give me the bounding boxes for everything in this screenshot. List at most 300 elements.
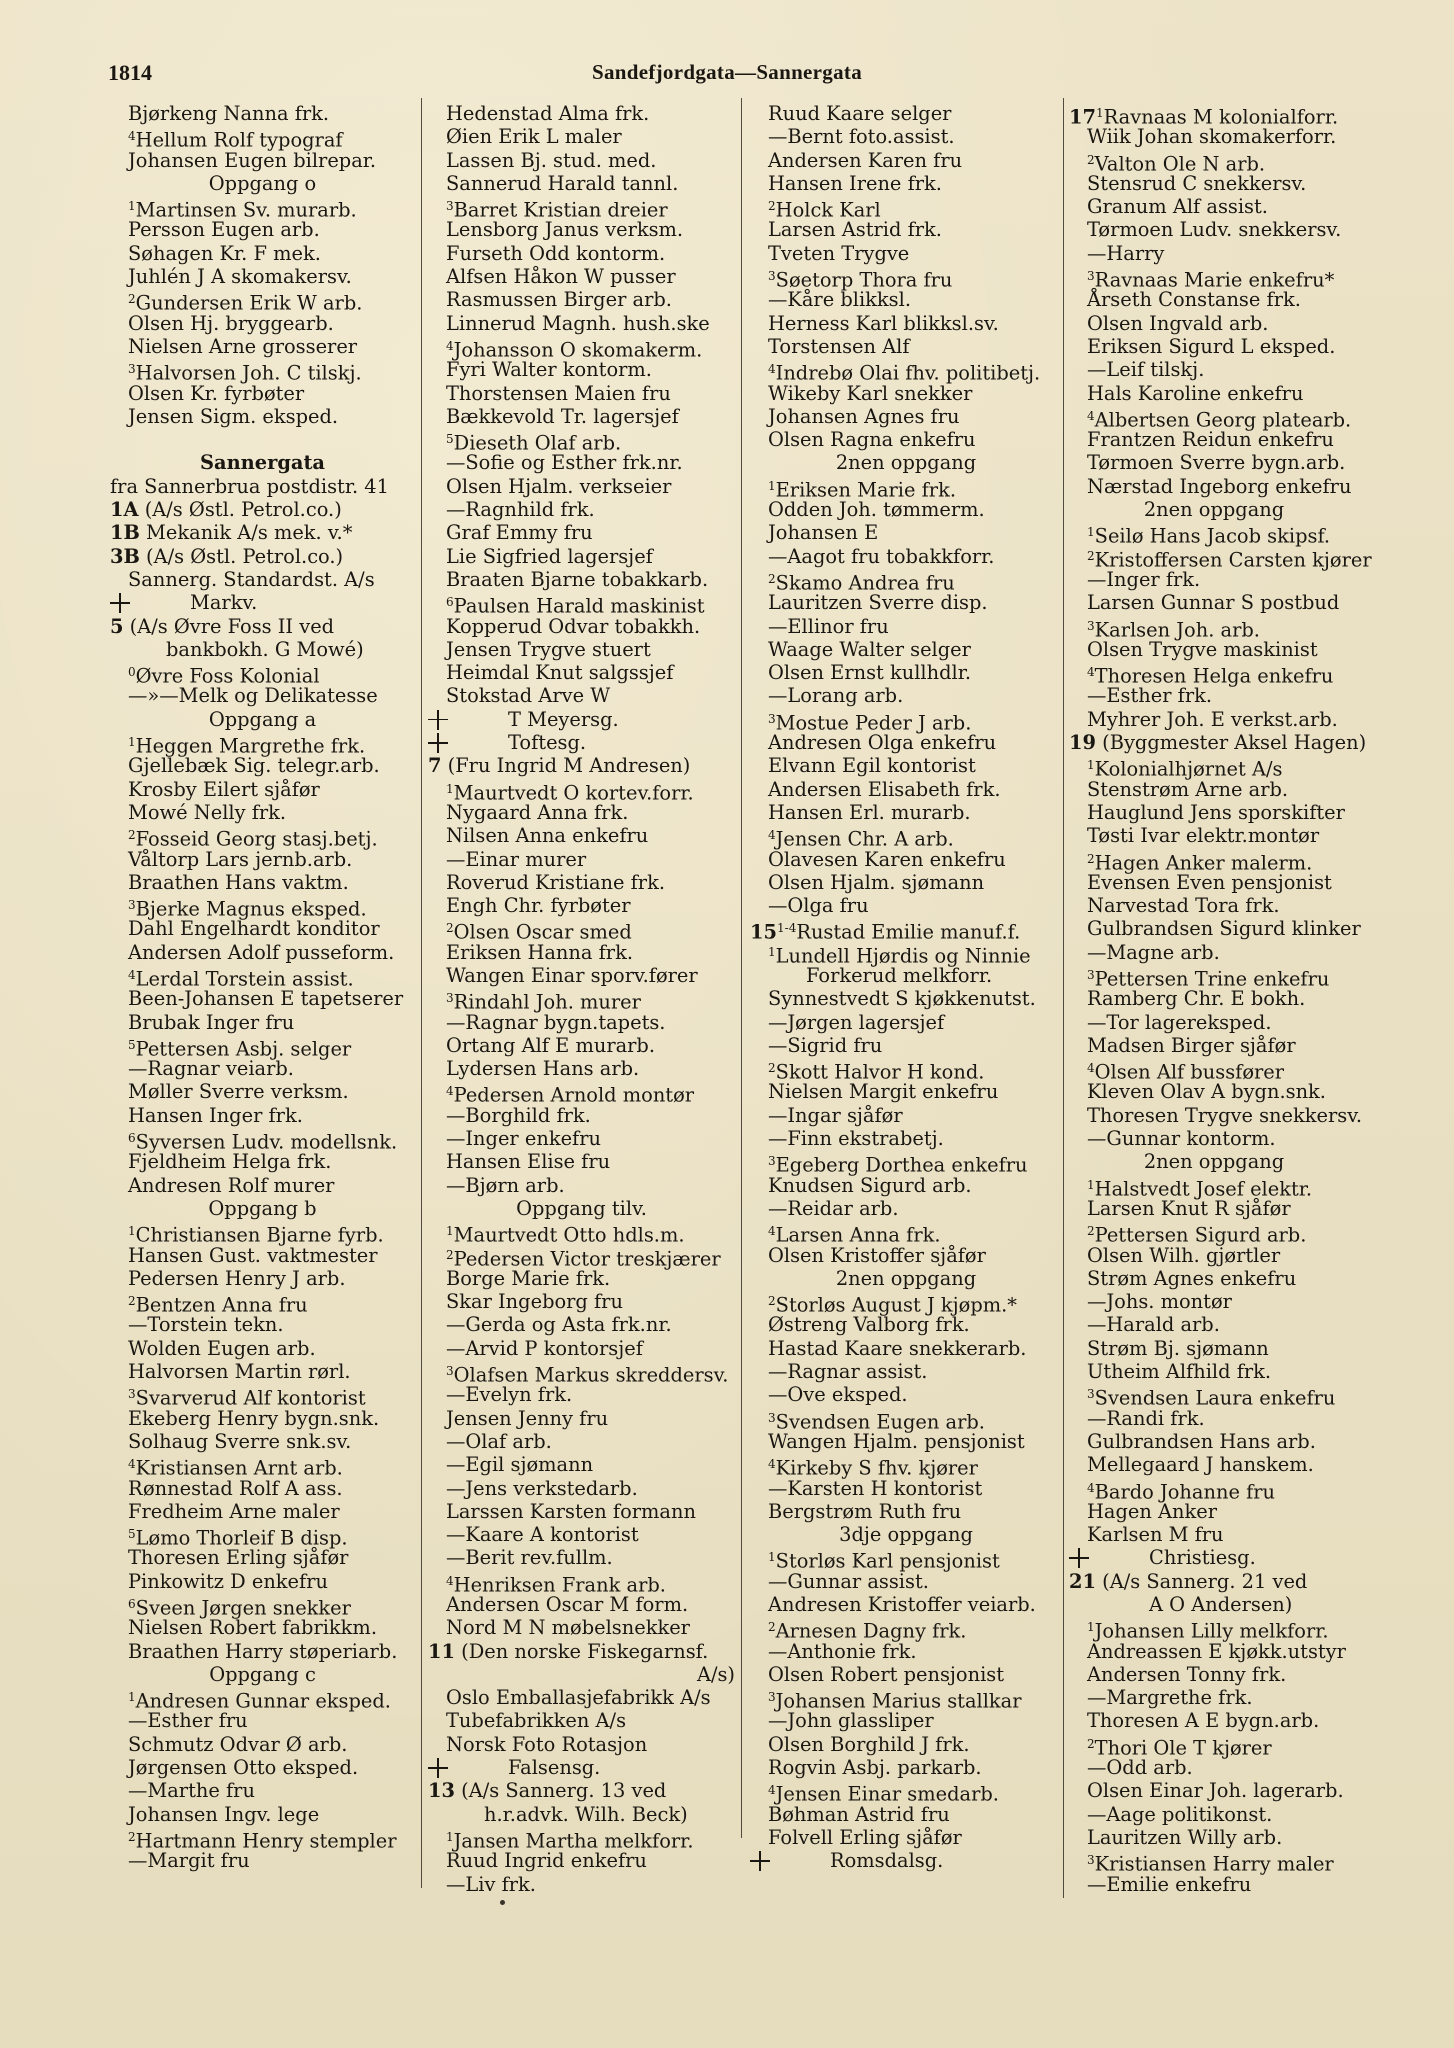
entry-text: —Ingar sjåfør (768, 1103, 903, 1127)
resident-entry (1069, 778, 1359, 801)
entry-text: —Leif tilskj. (1087, 358, 1205, 382)
resident-entry (750, 1011, 1062, 1034)
floor-number: 1 (446, 1829, 454, 1844)
entry-text: Bækkevold Tr. lagersjef (446, 404, 679, 428)
entry-text: Krosby Eilert sjåfør (128, 777, 320, 801)
floor-number: 4 (1087, 1480, 1095, 1495)
entry-text: Hals Karoline enkefru (1087, 381, 1304, 405)
entry-text: Tveten Trygve (768, 241, 910, 265)
entry-text: —Bjørn arb. (446, 1173, 565, 1197)
entry-text: Utheim Alfhild frk. (1087, 1360, 1272, 1384)
floor-number: 3 (768, 1690, 776, 1705)
resident-entry (428, 1546, 735, 1569)
resident-entry (1069, 754, 1359, 781)
entry-text: Engh Chr. fyrbøter (446, 894, 631, 918)
resident-entry (110, 1174, 415, 1197)
floor-number: 2 (1087, 1224, 1095, 1239)
floor-number: 4 (768, 1783, 776, 1798)
entry-text: —Ragnar veiarb. (128, 1057, 294, 1081)
resident-entry (1069, 1756, 1359, 1779)
resident-entry (428, 1733, 735, 1756)
entry-text: Ortang Alf E murarb. (446, 1033, 655, 1057)
entry-text: —Ragnhild frk. (446, 498, 595, 522)
house-number-entry (428, 1779, 735, 1802)
resident-entry (110, 1523, 415, 1550)
floor-number: 2 (446, 921, 454, 936)
resident-entry (750, 801, 1062, 824)
entry-text: —Emilie enkefru (1087, 1872, 1252, 1896)
resident-entry (1069, 265, 1359, 292)
resident-entry (1069, 405, 1359, 432)
entry-text: Johansen Lilly melkforr. (1094, 1619, 1329, 1643)
resident-entry (110, 638, 415, 661)
entry-text: —Arvid P kontorsjef (446, 1336, 643, 1360)
entry-text: Hastad Kaare snekkerarb. (768, 1336, 1027, 1360)
entry-text: Thoresen A E bygn.arb. (1087, 1709, 1320, 1733)
entry-text: Svendsen Laura enkefru (1094, 1386, 1336, 1410)
cross-street-icon (428, 742, 448, 744)
entry-text: —Anthonie frk. (768, 1639, 917, 1663)
stairway-heading (110, 1197, 415, 1220)
entry-text: Kristoffersen Carsten kjører (1094, 548, 1372, 572)
resident-entry (750, 218, 1062, 241)
entry-text: Larsen Astrid frk. (768, 218, 942, 242)
column-4 (1069, 102, 1372, 1896)
entry-text: —Olaf arb. (446, 1429, 552, 1453)
resident-entry (428, 684, 735, 707)
floor-number: 1 (1087, 758, 1095, 773)
floor-number: 2 (128, 1294, 136, 1309)
resident-entry (1069, 1803, 1359, 1826)
resident-entry (1069, 1337, 1359, 1360)
entry-text: Larsen Anna frk. (775, 1223, 941, 1247)
resident-entry (110, 475, 415, 498)
resident-entry (110, 1593, 415, 1620)
entry-text: Olsen Hj. bryggearb. (128, 311, 334, 335)
entry-text: Forkerud melkforr. (806, 963, 993, 987)
entry-text: —Finn ekstrabetj. (768, 1127, 944, 1151)
entry-text: Hansen Elise fru (446, 1150, 611, 1174)
resident-entry (110, 1337, 415, 1360)
cross-street-icon (428, 1767, 448, 1769)
resident-entry (1069, 475, 1359, 498)
house-number: 19 (1069, 731, 1096, 755)
entry-text: Hagen Anker malerm. (1094, 851, 1313, 875)
column-3 (750, 102, 1062, 1873)
entry-text: Olsen Oscar smed (453, 921, 632, 944)
resident-entry (428, 1477, 735, 1500)
entry-text: Hauglund Jens sporskifter (1087, 800, 1345, 824)
entry-text: Thori Ole T kjører (1094, 1736, 1272, 1760)
resident-entry (1069, 312, 1359, 335)
floor-number: 4 (128, 1457, 136, 1472)
resident-entry (1069, 1500, 1359, 1523)
house-number: 3B (110, 544, 140, 568)
print-speck (500, 1900, 505, 1905)
entry-text: Gulbrandsen Sigurd klinker (1087, 917, 1361, 941)
entry-text: Heggen Margrethe frk. (135, 734, 366, 758)
resident-entry (750, 1779, 1062, 1806)
stairway-heading (750, 1267, 1062, 1290)
entry-text: (Den norske Fiskegarnsf. (454, 1639, 709, 1663)
resident-entry (750, 1803, 1062, 1826)
entry-text: Oppgang tilv. (516, 1196, 647, 1220)
entry-text: Rindahl Joh. murer (453, 990, 641, 1014)
entry-text: —Tor lagereksped. (1087, 1010, 1272, 1034)
entry-text: Øvre Foss Kolonial (135, 664, 320, 688)
resident-entry (1069, 801, 1359, 824)
resident-entry (1069, 1127, 1359, 1150)
entry-text: —Liv frk. (446, 1872, 536, 1896)
entry-text: Pettersen Sigurd arb. (1094, 1223, 1307, 1247)
resident-entry (750, 1663, 1062, 1686)
entry-text: —Torstein tekn. (128, 1313, 284, 1337)
entry-text: Barret Kristian dreier (453, 198, 668, 222)
resident-entry (110, 1756, 415, 1779)
entry-text: Svarverud Alf kontorist (135, 1386, 366, 1410)
resident-entry (110, 1290, 415, 1317)
resident-entry (1069, 1873, 1359, 1896)
resident-entry (110, 149, 415, 172)
entry-text: Strøm Agnes enkefru (1087, 1266, 1297, 1290)
resident-entry (1069, 195, 1359, 218)
resident-entry (750, 1080, 1062, 1103)
entry-text: Karlsen M fru (1087, 1523, 1224, 1547)
resident-entry (428, 894, 735, 917)
resident-entry (1069, 894, 1359, 917)
resident-entry (428, 848, 735, 871)
resident-entry (110, 1430, 415, 1453)
floor-number: 2 (1087, 152, 1095, 167)
resident-entry (428, 1360, 735, 1387)
entry-text: Sveen Jørgen snekker (135, 1596, 351, 1620)
entry-text: Årseth Constanse frk. (1087, 288, 1301, 312)
resident-entry (750, 638, 1062, 661)
floor-number: 1 (1095, 106, 1104, 120)
resident-entry (1069, 1034, 1359, 1057)
entry-text: Frantzen Reidun enkefru (1087, 428, 1334, 452)
entry-text: Christiansen Bjarne fyrb. (135, 1223, 384, 1247)
resident-entry (428, 382, 735, 405)
resident-entry (110, 1570, 415, 1593)
resident-entry (1069, 149, 1359, 176)
resident-entry (1069, 1290, 1359, 1313)
entry-text: Egeberg Dorthea enkefru (775, 1153, 1028, 1177)
resident-entry (1069, 1733, 1359, 1760)
entry-text: Johansen E (768, 521, 879, 545)
resident-entry (750, 1383, 1062, 1406)
entry-text: Nielsen Robert fabrikkm. (128, 1616, 377, 1640)
resident-entry (1069, 125, 1359, 148)
resident-entry (1069, 1663, 1359, 1686)
floor-number: 2 (446, 1247, 454, 1262)
entry-text: —Ove eksped. (768, 1383, 908, 1407)
entry-text: Halstvedt Josef elektr. (1094, 1177, 1313, 1201)
resident-entry (750, 848, 1062, 871)
entry-text: Graf Emmy fru (446, 521, 593, 545)
resident-entry (428, 1616, 735, 1639)
resident-entry (110, 335, 415, 358)
entry-text: Oppgang o (208, 171, 317, 195)
entry-text: (A/s Øvre Foss II ved (123, 614, 335, 638)
resident-entry (750, 1756, 1062, 1779)
entry-text: Dieseth Olaf arb. (453, 431, 622, 455)
floor-number: 1 (768, 944, 776, 959)
entry-text: Jensen Einar smedarb. (775, 1782, 999, 1806)
entry-text: Norsk Foto Rotasjon (446, 1732, 648, 1756)
resident-entry (110, 1686, 415, 1713)
resident-entry (110, 778, 415, 801)
entry-text: A/s) (696, 1662, 735, 1686)
resident-entry (428, 917, 735, 944)
entry-text: Stokstad Arve W (446, 684, 611, 708)
entry-text: Jansen Martha melkforr. (453, 1829, 694, 1853)
stairway-heading (110, 708, 415, 731)
entry-text: Evensen Even pensjonist (1087, 870, 1332, 894)
entry-text: Stenstrøm Arne arb. (1087, 777, 1289, 801)
resident-entry (110, 125, 415, 152)
entry-text: Sannergata (200, 451, 325, 475)
resident-entry (110, 568, 415, 591)
resident-entry (110, 1127, 415, 1154)
entry-text: Falsensg. (508, 1756, 601, 1780)
resident-entry (428, 451, 735, 474)
resident-entry (750, 1733, 1062, 1756)
resident-entry (750, 1150, 1062, 1177)
page-number: 1814 (108, 60, 152, 85)
floor-number: 3 (1087, 1853, 1095, 1868)
entry-text: Sannerg. Standardst. A/s (128, 567, 375, 591)
cross-street-icon (1069, 1557, 1089, 1559)
entry-text: Bøhman Astrid fru (768, 1802, 950, 1826)
resident-entry (1069, 1313, 1359, 1336)
entry-text: Lauritzen Sverre disp. (768, 591, 988, 615)
entry-text: Johansen Agnes fru (768, 404, 960, 428)
resident-entry (428, 125, 735, 148)
entry-text: (Byggmester Aksel Hagen) (1095, 731, 1367, 755)
resident-entry (428, 195, 735, 222)
floor-number: 3 (1087, 967, 1095, 982)
floor-number: 1 (128, 1224, 136, 1239)
entry-text: Rasmussen Birger arb. (446, 288, 672, 312)
resident-entry (428, 149, 735, 172)
entry-text: Ekeberg Henry bygn.snk. (128, 1406, 380, 1430)
entry-text: Olsen Ernst kullhdlr. (768, 661, 972, 685)
floor-number: 6 (128, 1131, 136, 1146)
resident-entry (110, 1383, 415, 1410)
entry-text: Larssen Karsten formann (446, 1499, 696, 1523)
resident-entry (110, 987, 415, 1010)
entry-text: —Aagot fru tobakkforr. (768, 544, 995, 568)
resident-entry (428, 1150, 735, 1173)
entry-text: Kristiansen Harry maler (1094, 1852, 1334, 1876)
resident-entry (428, 242, 735, 265)
resident-entry (750, 405, 1062, 428)
entry-text: Søhagen Kr. F mek. (128, 241, 321, 265)
cross-street-line (1069, 1546, 1359, 1569)
entry-text: Wangen Einar sporv.fører (446, 963, 698, 987)
floor-number: 4 (1087, 1061, 1095, 1076)
entry-text: —John glassliper (768, 1709, 934, 1733)
cross-street-line (110, 591, 415, 614)
entry-text: Linnerud Magnh. hush.ske (446, 311, 710, 335)
floor-number: 1 (446, 1224, 454, 1239)
resident-entry (428, 824, 735, 847)
floor-number: 2 (1087, 851, 1095, 866)
floor-number: 3 (446, 199, 454, 214)
resident-entry (428, 1407, 735, 1430)
resident-entry (750, 1290, 1062, 1317)
entry-text: Andersen Adolf pusseform. (128, 940, 395, 964)
entry-text: Nielsen Margit enkefru (768, 1080, 999, 1104)
resident-entry (750, 1337, 1062, 1360)
entry-text: —Lorang arb. (768, 684, 904, 708)
resident-entry (1069, 964, 1359, 991)
entry-text: Wikeby Karl snekker (768, 381, 973, 405)
resident-entry (750, 1500, 1062, 1523)
house-number-entry (1069, 102, 1359, 129)
entry-text: Bardo Johanne fru (1094, 1480, 1276, 1504)
house-number-entry (110, 498, 415, 521)
floor-number: 2 (768, 1061, 776, 1076)
entry-text: Johansson O skomakerm. (453, 338, 703, 362)
entry-text: Nærstad Ingeborg enkefru (1087, 474, 1352, 498)
entry-text: Våltorp Lars jernb.arb. (128, 847, 353, 871)
entry-text: Nielsen Arne grosserer (128, 334, 358, 358)
resident-entry (1069, 708, 1359, 731)
entry-text: —Borghild frk. (446, 1103, 591, 1127)
house-number-entry (428, 754, 735, 777)
resident-entry (750, 149, 1062, 172)
resident-entry (1069, 917, 1359, 940)
entry-text: Thoresen Helga enkefru (1094, 664, 1334, 688)
entry-text: —Gunnar kontorm. (1087, 1127, 1276, 1151)
floor-number: 1 (768, 1550, 776, 1565)
entry-text: Skott Halvor H kond. (775, 1060, 985, 1084)
entry-text: Olsen Kristoffer sjåfør (768, 1243, 986, 1267)
entry-text: Sannerud Harald tannl. (446, 171, 679, 195)
resident-entry (110, 1616, 415, 1639)
resident-entry (110, 1826, 415, 1853)
entry-text: Synnestvedt S kjøkkenutst. (768, 987, 1036, 1011)
resident-entry (428, 288, 735, 311)
resident-entry (428, 1570, 735, 1597)
resident-entry (750, 1640, 1062, 1663)
entry-text: Knudsen Sigurd arb. (768, 1173, 972, 1197)
floor-number: 3 (768, 711, 776, 726)
entry-text: Albertsen Georg platearb. (1094, 408, 1352, 432)
resident-entry (428, 1080, 735, 1108)
resident-entry (1069, 1174, 1359, 1201)
entry-text: Valton Ole N arb. (1094, 152, 1266, 176)
entry-text: Kirkeby S fhv. kjører (775, 1456, 978, 1480)
entry-text: Strøm Bj. sjømann (1087, 1336, 1269, 1360)
entry-text: Juhlén J A skomakersv. (128, 265, 352, 289)
resident-entry (1069, 1383, 1359, 1410)
resident-entry (750, 475, 1062, 502)
resident-entry (428, 1430, 735, 1453)
resident-entry (428, 1803, 735, 1826)
resident-entry (110, 242, 415, 265)
resident-entry (110, 1477, 415, 1500)
resident-entry (110, 1011, 415, 1034)
entry-text: Dahl Engelhardt konditor (128, 917, 380, 941)
street-heading (110, 451, 415, 474)
resident-entry (1069, 1080, 1359, 1103)
entry-text: Johansen Ingv. lege (128, 1802, 320, 1826)
floor-number: 3 (128, 898, 136, 913)
entry-text: Odden Joh. tømmerm. (768, 498, 985, 522)
resident-entry (428, 1500, 735, 1523)
resident-entry (110, 964, 415, 991)
resident-entry (1069, 1523, 1359, 1546)
resident-entry (110, 288, 415, 315)
entry-text: Jørgensen Otto eksped. (128, 1756, 359, 1780)
resident-entry (428, 1453, 735, 1476)
cross-street-line (428, 708, 735, 731)
floor-number: 1 (128, 735, 136, 750)
entry-text: Bjørkeng Nanna frk. (128, 102, 330, 125)
entry-text: Johansen Marius stallkar (775, 1689, 1022, 1713)
resident-entry (428, 964, 735, 987)
resident-entry (110, 265, 415, 288)
entry-text: Lundell Hjørdis og Ninnie (775, 944, 1031, 968)
floor-number: 3 (1087, 269, 1095, 284)
entry-text: —Reidar arb. (768, 1196, 899, 1220)
entry-text: Henriksen Frank arb. (453, 1573, 666, 1597)
entry-text: Myhrer Joh. E verkst.arb. (1087, 707, 1338, 731)
entry-text: —Kåre blikksl. (768, 288, 911, 312)
entry-text: —Margrethe frk. (1087, 1686, 1253, 1710)
entry-text: Kristiansen Arnt arb. (135, 1456, 343, 1480)
floor-number: 1-4 (776, 921, 797, 936)
resident-entry (428, 1523, 735, 1546)
entry-text: 2nen oppgang (835, 1266, 977, 1290)
resident-entry (110, 1057, 415, 1080)
resident-entry (1069, 568, 1359, 591)
floor-number: 2 (1087, 548, 1095, 563)
entry-text: Hansen Gust. vaktmester (128, 1243, 378, 1267)
entry-text: Hansen Inger frk. (128, 1103, 303, 1127)
resident-entry (110, 871, 415, 894)
resident-entry (750, 871, 1062, 894)
entry-text: Søetorp Thora fru (775, 268, 953, 292)
entry-text: Ramberg Chr. E bokh. (1087, 987, 1306, 1011)
resident-entry (110, 218, 415, 241)
entry-text: Torstensen Alf (768, 334, 910, 358)
floor-number: 4 (128, 967, 136, 982)
resident-entry (1069, 1849, 1359, 1876)
resident-entry (110, 894, 415, 921)
entry-text: Indrebø Olai fhv. politibetj. (775, 361, 1041, 385)
entry-text: —Evelyn frk. (446, 1383, 573, 1407)
entry-text: Olsen Robert pensjonist (768, 1662, 1005, 1686)
resident-entry (1069, 172, 1359, 195)
entry-text: —Marthe fru (128, 1779, 255, 1803)
floor-number: 4 (768, 1224, 776, 1239)
resident-entry (750, 265, 1062, 292)
entry-text: Olsen Trygve maskinist (1087, 637, 1318, 661)
entry-text: Ravnaas Marie enkefru* (1094, 268, 1335, 292)
entry-text: Olsen Borghild J frk. (768, 1732, 970, 1756)
entry-text: Olsen Alf bussfører (1094, 1060, 1285, 1084)
entry-text: Gundersen Erik W arb. (135, 291, 363, 315)
column-rule (741, 98, 742, 1838)
entry-text: T Meyersg. (508, 707, 619, 731)
resident-entry (1069, 1640, 1359, 1663)
resident-entry (750, 358, 1062, 385)
resident-entry (428, 1011, 735, 1034)
